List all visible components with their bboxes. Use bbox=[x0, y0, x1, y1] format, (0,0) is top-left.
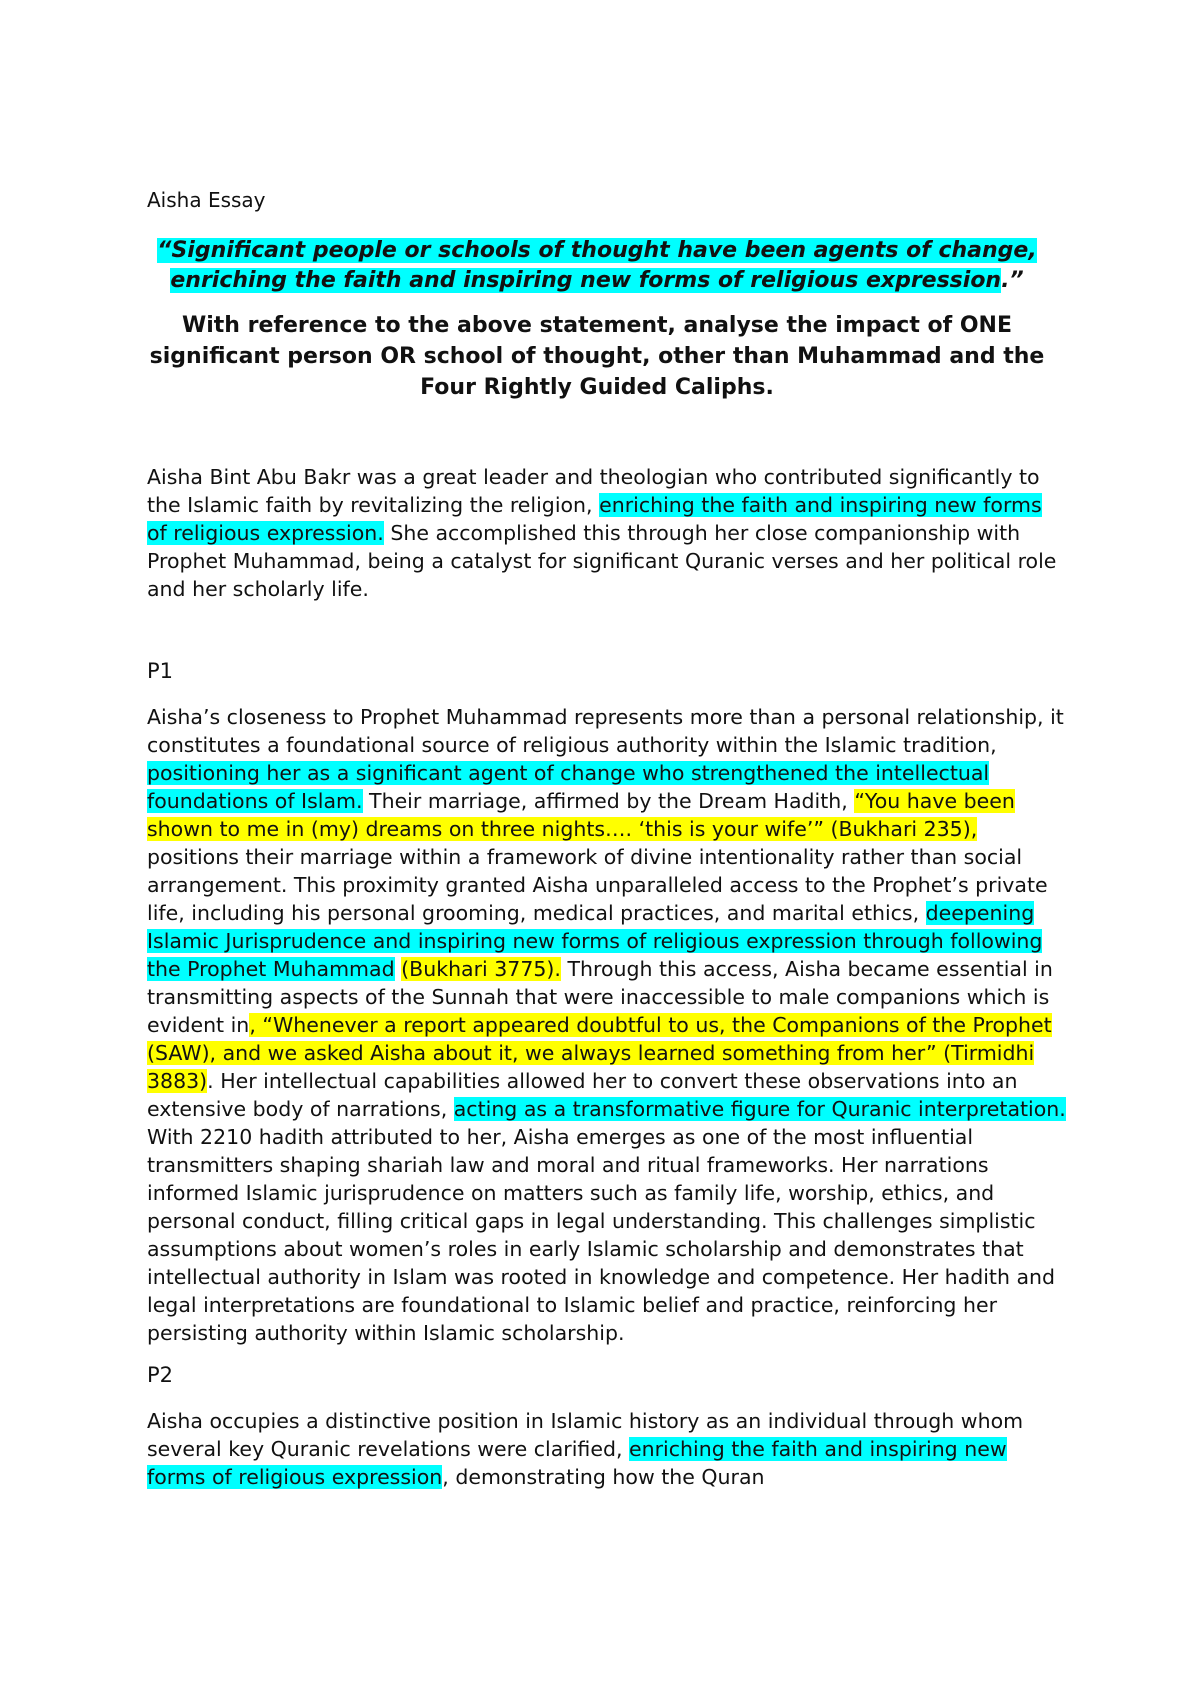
p1-quote-highlight: (Bukhari 3775). bbox=[401, 957, 561, 981]
document-body bbox=[147, 186, 1067, 1491]
section-heading-p1: P1 bbox=[147, 659, 174, 683]
p1-paragraph bbox=[147, 703, 1067, 1347]
intro-paragraph bbox=[147, 463, 1067, 603]
essay-prompt-quote bbox=[147, 236, 1047, 296]
p1-quote-highlight: “You have been shown to me in (my) dreams on three nights…. ‘this is your wife’” (Bukhari 235), bbox=[147, 789, 1015, 841]
p2-highlight: enriching the faith and inspiring new forms of religious expression bbox=[147, 1437, 1007, 1489]
quote-tail: .” bbox=[1001, 268, 1024, 293]
quote-highlight: “Significant people or schools of thought have been agents of change, enriching the faith and inspiring new forms of religious expression bbox=[157, 238, 1037, 293]
section-heading-p2: P2 bbox=[147, 1363, 174, 1387]
p2-paragraph bbox=[147, 1407, 1067, 1491]
p1-highlight: acting as a transformative figure for Quranic interpretation. bbox=[453, 1097, 1066, 1121]
intro-text: She accomplished this through her close companionship with Prophet Muhammad, being a catalyst for significant Quranic verses and her political role and her scholarly life. bbox=[147, 521, 1057, 601]
document-title: Aisha Essay bbox=[147, 188, 266, 212]
p1-text: . Her intellectual capabilities allowed her to convert these observations into an extensive body of narrations, bbox=[147, 1069, 1018, 1121]
intro-highlight: enriching the faith and inspiring new forms of religious expression. bbox=[147, 493, 1042, 545]
p1-text: Through this access, Aisha became essential in transmitting aspects of the Sunnah that were inaccessible to male companions which is evident in bbox=[147, 957, 1053, 1037]
p1-highlight: positioning her as a significant agent of change who strengthened the intellectual foundations of Islam. bbox=[147, 761, 990, 813]
p2-text: , demonstrating how the Quran bbox=[442, 1465, 765, 1489]
p2-text: Aisha occupies a distinctive position in Islamic history as an individual through whom several key Quranic revelations were clarified, bbox=[147, 1409, 1024, 1461]
p1-text: positions their marriage within a framework of divine intentionality rather than social arrangement. This proximity granted Aisha unparalleled access to the Prophet’s private life, including his personal grooming, medical practices, and marital ethics, bbox=[147, 845, 1048, 925]
p1-quote-highlight: , “Whenever a report appeared doubtful to us, the Companions of the Prophet (SAW), and we asked Aisha about it, we always learned something from her” (Tirmidhi 3883) bbox=[147, 1013, 1052, 1093]
p1-text: With 2210 hadith attributed to her, Aisha emerges as one of the most influential transmitters shaping shariah law and moral and ritual frameworks. Her narrations informed Islamic jurisprudence on matters such as family life, worship, ethics, and personal conduct, filling critical gaps in legal understanding. This challenges simplistic assumptions about women’s roles in early Islamic scholarship and demonstrates that intellectual authority in Islam was rooted in knowledge and competence. Her hadith and legal interpretations are foundational to Islamic belief and practice, reinforcing her persisting authority within Islamic scholarship. bbox=[147, 1125, 1056, 1345]
intro-text: Aisha Bint Abu Bakr was a great leader and theologian who contributed significantly to the Islamic faith by revitalizing the religion, bbox=[147, 465, 1040, 517]
essay-question: With reference to the above statement, analyse the impact of ONE significant person OR school of thought, other than Muhammad and the Four Rightly Guided Caliphs. bbox=[149, 313, 1045, 400]
p1-highlight: deepening Islamic Jurisprudence and inspiring new forms of religious expression through following the Prophet Muhammad bbox=[147, 901, 1043, 981]
p1-text: Their marriage, affirmed by the Dream Hadith, bbox=[362, 789, 855, 813]
p1-text: Aisha’s closeness to Prophet Muhammad represents more than a personal relationship, it constitutes a foundational source of religious authority within the Islamic tradition, bbox=[147, 705, 1064, 757]
